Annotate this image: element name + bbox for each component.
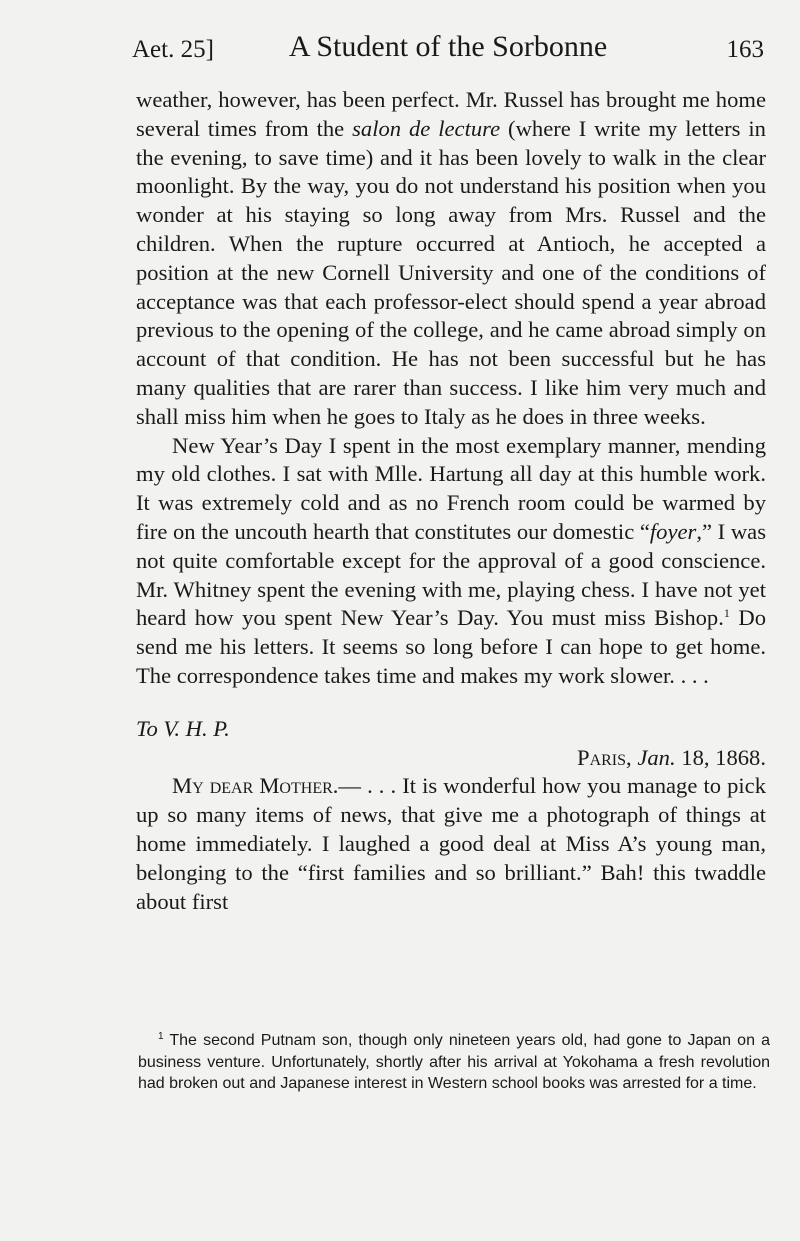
paragraph-1-text-a: weather, however, has been perfect. Mr. Russel has brought me home several times from the (136, 87, 766, 141)
footnotes (138, 1030, 770, 1095)
body-text (136, 86, 766, 916)
paragraph-1-italic: salon de lecture (352, 115, 501, 141)
paragraph-2-italic: foyer (649, 518, 697, 544)
paragraph-2 (136, 432, 766, 691)
paragraph-1 (136, 86, 766, 432)
letter-salutation: My dear Mother. (172, 773, 339, 799)
paragraph-2-text-b: ,” I was not quite comfortable except for the approval of a good conscience. Mr. Whitney spent the evening with me, playing chess. I have not yet heard how you spent New Year’s Day. You must miss Bishop. (136, 518, 766, 631)
paragraph-1-text-b: (where I write my letters in the evening, to save time) and it has been lovely to walk in the clear moonlight. By the way, you do not understand his position when you wonder at his staying so long away from Mrs. Russel and the children. When the rupture occurred at Antioch, he accepted a position at the new Cornell University and one of the conditions of acceptance was that each professor-elect should spend a year abroad previous to the opening of the college, and he came abroad simply on account of that condition. He has not been successful but he has many qualities that are rarer than success. I like him very much and shall miss him when he goes to Italy as he does in three weeks. (136, 115, 766, 429)
letter-addressee: To V. H. P. (136, 715, 230, 741)
running-head-title: A Student of the Sorbonne (288, 30, 608, 63)
footnote-1 (138, 1030, 770, 1095)
paragraph-2-text-c: Do send me his letters. It seems so long before I can hope to get home. The correspondence takes time and makes my work slower. . . . (136, 605, 766, 688)
paragraph-3-text: — . . . It is wonderful how you manage to pick up so many items of news, that give me a photograph of things at home immediately. I laughed a good deal at Miss A’s young man, belonging to the “first families and so brilliant.” Bah! this twaddle about first (136, 773, 767, 914)
dateline-day-year: 18, 1868. (675, 744, 766, 770)
paragraph-3 (136, 772, 766, 916)
paragraph-2-text-a: New Year’s Day I spent in the most exemplary manner, mending my old clothes. I sat with Mlle. Hartung all day at this humble work. It was extremely cold and as no French room could be warmed by fire on the uncouth hearth that constitutes our domestic “ (136, 432, 766, 544)
running-head (132, 28, 764, 68)
footnote-mark: 1 (158, 1031, 164, 1042)
footnote-text: The second Putnam son, though only nineteen years old, had gone to Japan on a business venture. Unfortunately, shortly after his arrival at Yokohama a fresh revolution had broken out and Japanese interest in Western school books was arrested for a time. (138, 1032, 770, 1092)
letter-dateline (136, 744, 766, 773)
dateline-place: Paris, (577, 744, 632, 770)
footnote-reference: 1 (723, 606, 730, 621)
page-number: 163 (726, 36, 764, 63)
dateline-month: Jan. (637, 744, 676, 770)
running-head-left: Aet. 25] (132, 36, 214, 63)
